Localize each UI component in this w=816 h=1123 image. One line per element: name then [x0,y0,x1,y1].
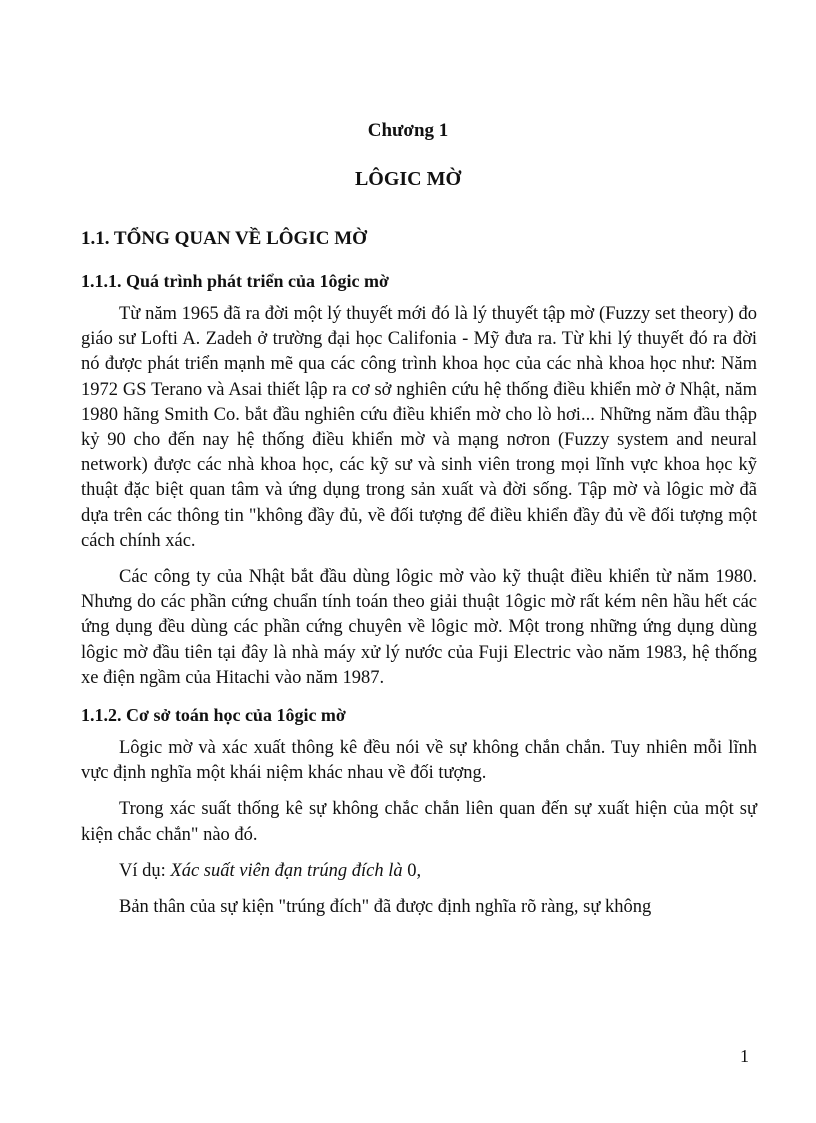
page-number: 1 [740,1046,749,1066]
chapter-title: LÔGIC MỜ [354,168,462,190]
example-prefix: Ví dụ: [119,860,171,881]
paragraph-uncertainty: Lôgic mờ và xác xuất thông kê đều nói về sự không chắn chắn. Tuy nhiên mỗi lĩnh vực định nghĩa một khái niệm khác nhau về đối tượng. [81,738,757,784]
example-italic: Xác suất viên đạn trúng đích là [170,860,403,881]
paragraph-probability: Trong xác suất thống kê sự không chắc chắn liên quan đến sự xuất hiện của một sự kiện chắc chắn" nào đó. [81,799,757,845]
section-heading: 1.1. TỔNG QUAN VỀ LÔGIC MỜ [81,228,367,249]
chapter-label: Chương 1 [367,120,449,141]
subsection-heading-2: 1.1.2. Cơ sở toán học của 1ôgic mờ [81,705,346,726]
subsection-heading-1: 1.1.1. Quá trình phát triển của 1ôgic mờ [81,271,389,291]
paragraph-history: Từ năm 1965 đã ra đời một lý thuyết mới đó là lý thuyết tập mờ (Fuzzy set theory) đo giáo sư Lofti A. Zadeh ở trường đại học Califonia - Mỹ đưa ra. Từ khi lý thuyết đó ra đời nó được phát triển mạnh mẽ qua các công trình khoa học của các nhà khoa học như: Năm 1972 GS Terano và Asai thiết lập ra cơ sở nghiên cứu hệ thống điều khiển mờ ở Nhật, năm 1980 hãng Smith Co. bắt đầu nghiên cứu điều khiển mờ cho lò hơi... Những năm đầu thập kỷ 90 cho đến nay hệ thống điều khiển mờ và mạng nơron (Fuzzy system and neural network) được các nhà khoa học, các kỹ sư và sinh viên trong mọi lĩnh vực khoa học kỹ thuật đặc biệt quan tâm và ứng dụng trong sản xuất và đời sống. Tập mờ và lôgic mờ đã dựa trên các thông tin "không đầy đủ, về đối tượng để điều khiển đầy đủ về đối tượng một cách chính xác. [81,304,757,551]
paragraph-event: Bản thân của sự kiện "trúng đích" đã được định nghĩa rõ ràng, sự không [119,897,652,918]
document-body [81,226,757,931]
example-suffix: 0, [402,860,422,881]
paragraph-example [81,859,757,884]
paragraph-japan-companies: Các công ty của Nhật bắt đầu dùng lôgic mờ vào kỹ thuật điều khiển từ năm 1980. Nhưng do các phần cứng chuẩn tính toán theo giải thuật 1ôgic mờ rất kém nên hầu hết các ứng dụng đều dùng các phần cứng chuyên về lôgic mờ. Một trong những ứng dụng dùng lôgic mờ đầu tiên tại đây là nhà máy xử lý nước của Fuji Electric vào năm 1983, hệ thống xe điện ngầm của Hitachi vào năm 1987. [81,567,757,688]
